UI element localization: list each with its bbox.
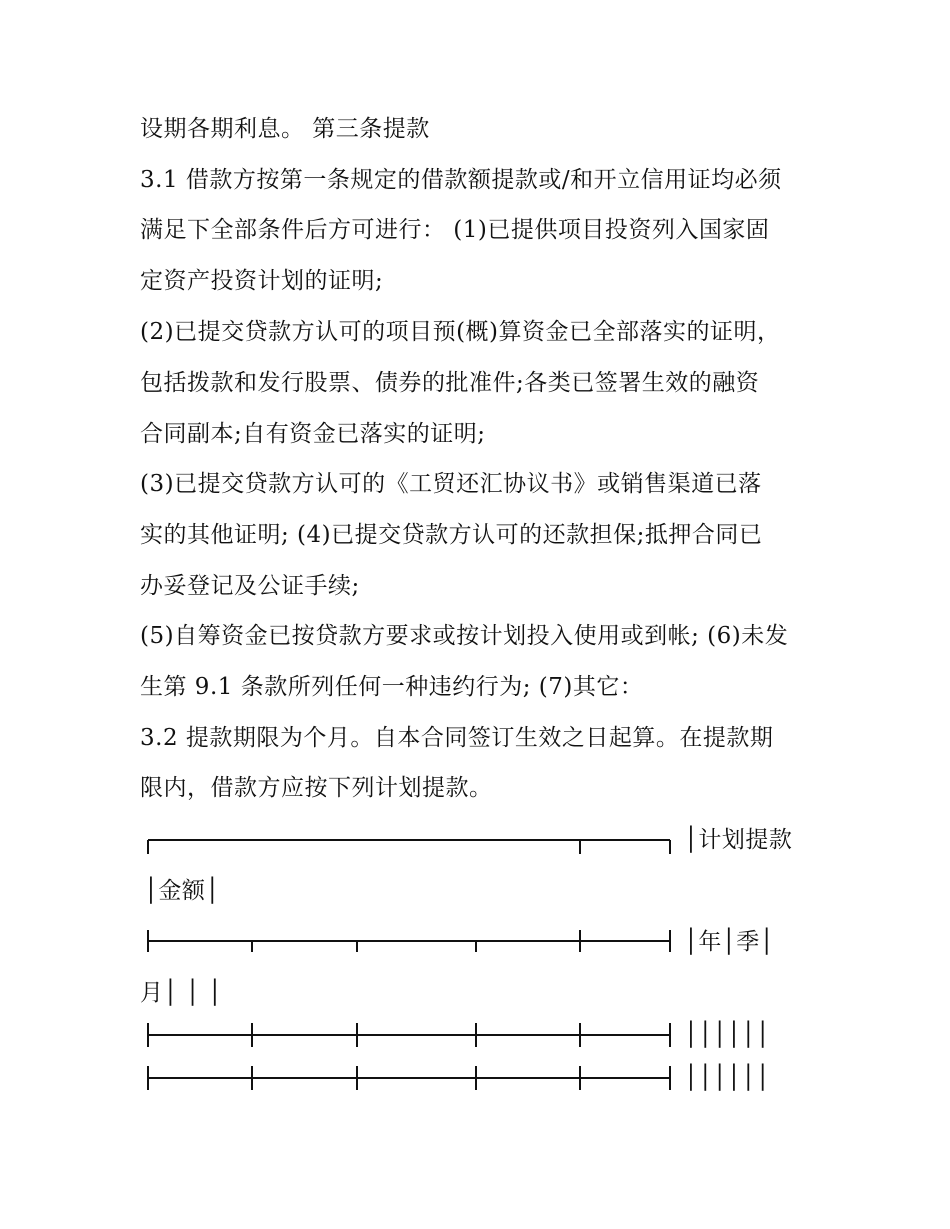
paragraph-line: 限内，借款方应按下列计划提款。 [140,775,493,801]
paragraph-line: 3.2 提款期限为个月。自本合同签订生效之日起算。在提款期 [140,725,774,751]
paragraph-line: 实的其他证明; (4)已提交贷款方认可的还款担保;抵押合同已 [140,522,763,548]
table-row-marks: ││││││ [684,1022,771,1048]
table-month-label: 月│ │ │ [140,980,223,1006]
paragraph-line: (3)已提交贷款方认可的《工贸还汇协议书》或销售渠道已落 [140,471,762,497]
paragraph-line: 满足下全部条件后方可进行： (1)已提供项目投资列入国家固 [140,217,770,243]
paragraph-line: (5)自筹资金已按贷款方要求或按计划投入使用或到帐; (6)未发 [140,623,789,649]
table-period-label: │年│季│ [684,929,775,955]
paragraph-line: 设期各期利息。 第三条提款 [140,116,430,142]
table-amount-label: │金额│ [144,878,220,904]
table-row-marks: ││││││ [684,1065,771,1091]
table-header-label: │计划提款 [684,827,793,853]
paragraph-line: (2)已提交贷款方认可的项目预(概)算资金已全部落实的证明， [140,319,781,345]
paragraph-line: 生第 9.1 条款所列任何一种违约行为; (7)其它： [140,674,644,700]
paragraph-line: 包括拨款和发行股票、债券的批准件;各类已签署生效的融资 [140,370,760,396]
paragraph-line: 定资产投资计划的证明; [140,268,384,294]
paragraph-line: 3.1 借款方按第一条规定的借款额提款或/和开立信用证均必须 [140,167,782,193]
paragraph-line: 合同副本;自有资金已落实的证明; [140,421,486,447]
paragraph-line: 办妥登记及公证手续; [140,573,360,599]
